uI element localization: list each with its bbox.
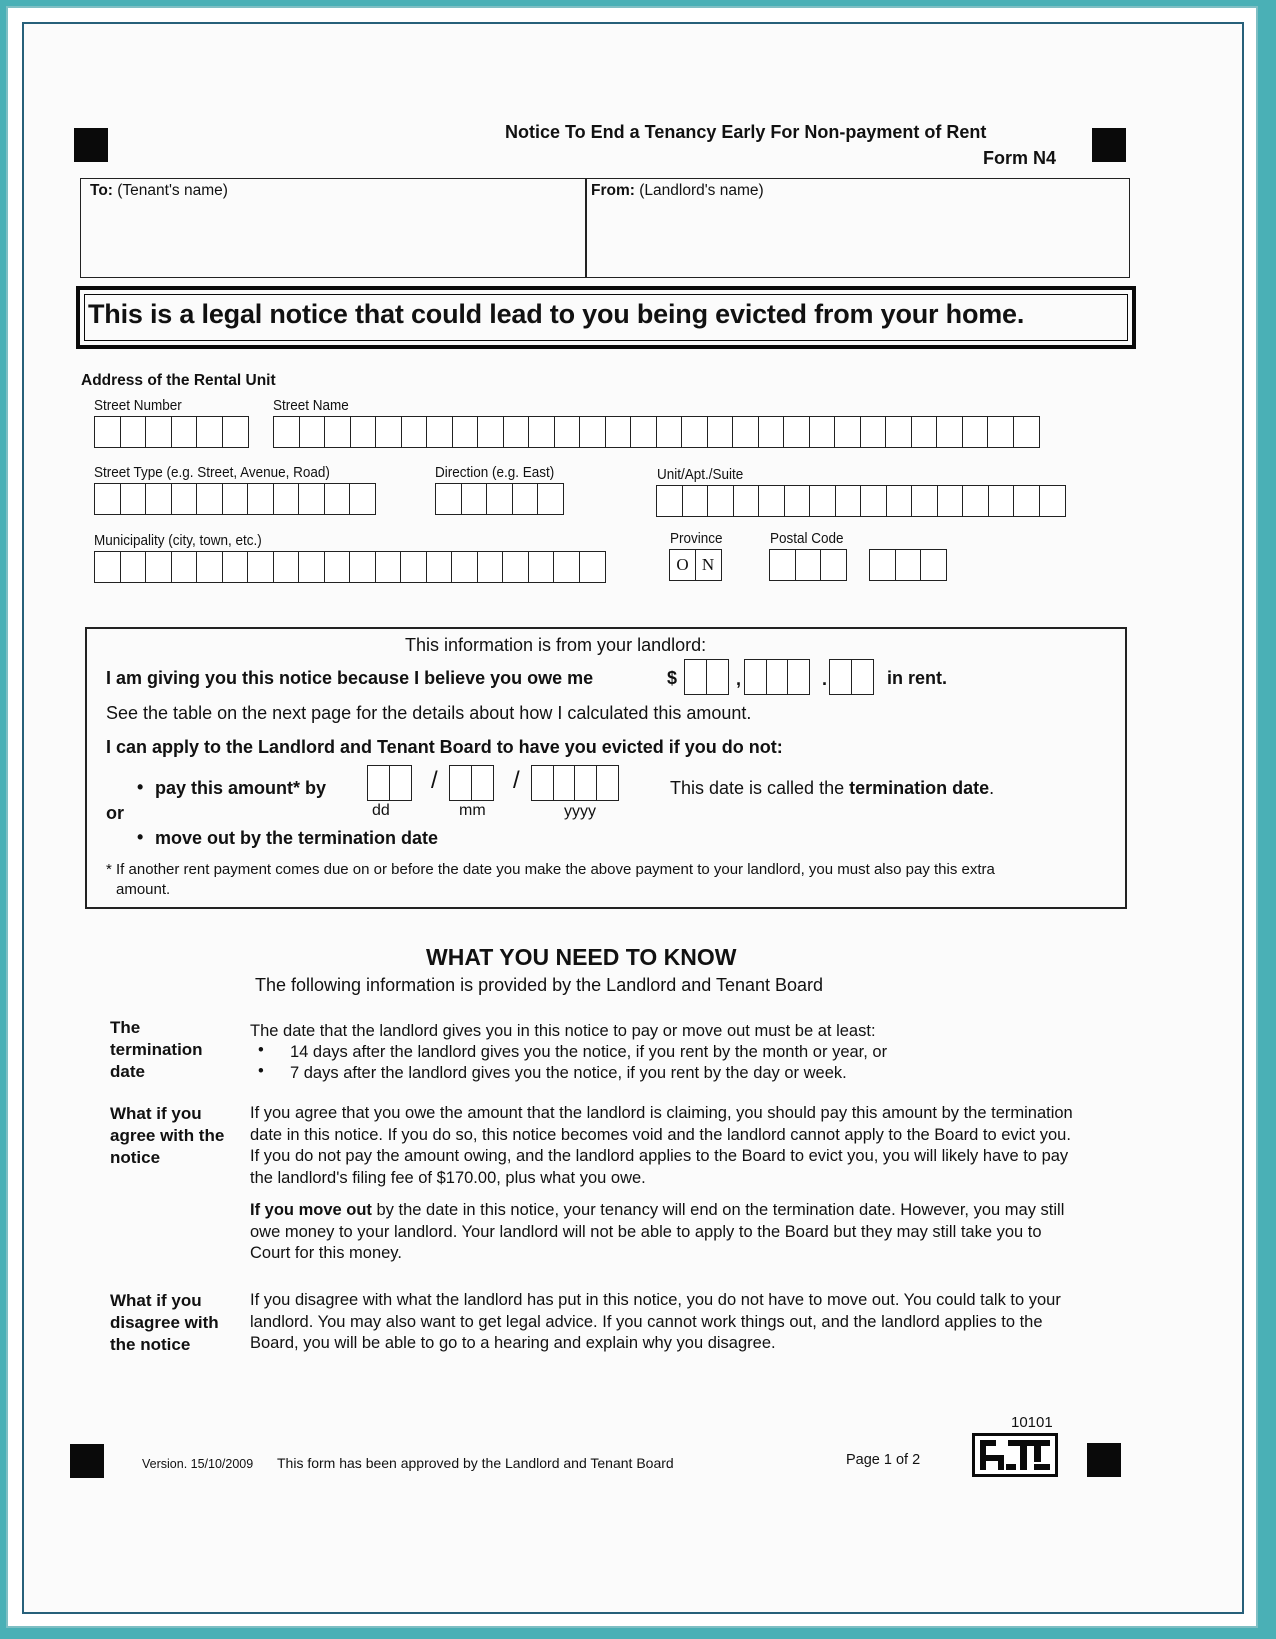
entry-cell[interactable] bbox=[744, 659, 767, 695]
entry-cell[interactable] bbox=[860, 485, 887, 517]
entry-cell[interactable] bbox=[145, 551, 172, 583]
tenant-name-field[interactable] bbox=[84, 204, 580, 274]
bullet-icon: • bbox=[258, 1062, 264, 1080]
entry-cell[interactable] bbox=[987, 416, 1014, 448]
heading-line: termination bbox=[110, 1040, 203, 1059]
heading-line: disagree with bbox=[110, 1313, 219, 1332]
entry-cell[interactable] bbox=[860, 416, 887, 448]
from-hint: (Landlord's name) bbox=[639, 182, 764, 199]
entry-cell[interactable] bbox=[120, 416, 147, 448]
agree-heading bbox=[110, 1103, 224, 1169]
entry-cell[interactable] bbox=[461, 483, 488, 515]
pay-year-boxes[interactable] bbox=[531, 765, 617, 801]
approved-text: This form has been approved by the Landlord and Tenant Board bbox=[277, 1455, 674, 1471]
page-number: Page 1 of 2 bbox=[846, 1452, 921, 1468]
entry-cell[interactable] bbox=[733, 485, 760, 517]
entry-cell[interactable] bbox=[298, 483, 325, 515]
bullet-icon: • bbox=[258, 1041, 264, 1059]
entry-cell[interactable] bbox=[367, 765, 390, 801]
entry-cell[interactable] bbox=[273, 551, 300, 583]
entry-cell[interactable] bbox=[820, 549, 847, 581]
entry-cell[interactable] bbox=[656, 485, 683, 517]
entry-cell[interactable] bbox=[554, 416, 581, 448]
entry-cell[interactable] bbox=[349, 483, 376, 515]
entry-cell[interactable] bbox=[477, 551, 504, 583]
know-title: WHAT YOU NEED TO KNOW bbox=[426, 944, 737, 970]
entry-cell[interactable] bbox=[400, 551, 427, 583]
agree-paragraph-2 bbox=[250, 1200, 1080, 1265]
entry-cell[interactable] bbox=[574, 765, 597, 801]
move-out-bold: If you move out bbox=[250, 1201, 372, 1219]
to-label-text: To: bbox=[90, 182, 113, 199]
entry-cell[interactable] bbox=[758, 485, 785, 517]
postal-code-boxes-1[interactable] bbox=[769, 549, 846, 581]
entry-cell[interactable] bbox=[988, 485, 1015, 517]
entry-cell[interactable] bbox=[222, 483, 249, 515]
entry-cell[interactable] bbox=[732, 416, 759, 448]
to-label bbox=[90, 182, 228, 200]
entry-cell[interactable] bbox=[1013, 485, 1040, 517]
termination-bold: termination date bbox=[849, 778, 990, 798]
municipality-label: Municipality (city, town, etc.) bbox=[94, 532, 262, 549]
entry-cell[interactable] bbox=[528, 416, 555, 448]
to-hint: (Tenant's name) bbox=[117, 182, 228, 199]
form-number: 10101 bbox=[1011, 1414, 1053, 1431]
entry-cell[interactable] bbox=[426, 416, 453, 448]
entry-cell[interactable] bbox=[962, 416, 989, 448]
entry-cell[interactable] bbox=[401, 416, 428, 448]
agree-paragraph-1: If you agree that you owe the amount that the landlord is claiming, you should pay this amount by the termination date in this notice. If you do so, this notice becomes void and the landlord cannot apply to the Board to evict you. If you do not pay the amount owing, and the landlord applies to the Board to evict you, you will likely have to pay the landlord's filing fee of $170.00, plus what you owe. bbox=[250, 1104, 1073, 1187]
yyyy-label: yyyy bbox=[564, 803, 596, 820]
bullet-pay: • bbox=[137, 777, 144, 797]
entry-cell[interactable] bbox=[145, 416, 172, 448]
entry-cell[interactable] bbox=[579, 416, 606, 448]
heading-line: notice bbox=[110, 1148, 161, 1167]
province-box-1: O bbox=[669, 549, 696, 581]
disagree-paragraph: If you disagree with what the landlord has put in this notice, you do not have to move out. You could talk to your landlord. You may also want to get legal advice. If you cannot work things out, and the landlord applies to the Board, you will be able to go to a hearing and explain why you disagree. bbox=[250, 1291, 1061, 1352]
heading-line: What if you bbox=[110, 1291, 202, 1310]
entry-cell[interactable] bbox=[222, 551, 249, 583]
entry-cell[interactable] bbox=[1039, 485, 1066, 517]
registration-mark-bottom-left bbox=[70, 1444, 104, 1478]
termination-period: . bbox=[989, 778, 995, 798]
entry-cell[interactable] bbox=[707, 416, 734, 448]
landlord-info-box bbox=[85, 627, 1127, 909]
or-text: or bbox=[106, 803, 124, 823]
banner-text: This is a legal notice that could lead to you being evicted from your home. bbox=[88, 299, 1025, 329]
entry-cell[interactable] bbox=[273, 416, 300, 448]
entry-cell[interactable] bbox=[596, 765, 619, 801]
entry-cell[interactable] bbox=[886, 485, 913, 517]
entry-cell[interactable] bbox=[605, 416, 632, 448]
entry-cell[interactable] bbox=[94, 416, 121, 448]
entry-cell[interactable] bbox=[869, 549, 896, 581]
owe-text: I am giving you this notice because I believe you owe me bbox=[106, 668, 594, 688]
entry-cell[interactable] bbox=[247, 551, 274, 583]
barcode-icon bbox=[972, 1433, 1058, 1477]
street-number-boxes[interactable] bbox=[94, 416, 247, 448]
entry-cell[interactable] bbox=[528, 551, 555, 583]
entry-cell[interactable] bbox=[834, 416, 861, 448]
footnote-line-2: amount. bbox=[116, 881, 171, 898]
entry-cell[interactable] bbox=[171, 416, 198, 448]
heading-line: The bbox=[110, 1018, 141, 1037]
entry-cell[interactable] bbox=[435, 483, 462, 515]
entry-cell[interactable] bbox=[324, 551, 351, 583]
street-type-label: Street Type (e.g. Street, Avenue, Road) bbox=[94, 464, 330, 481]
entry-cell[interactable] bbox=[94, 551, 121, 583]
address-section-title: Address of the Rental Unit bbox=[81, 372, 276, 389]
amount-dollars-thousands-boxes[interactable] bbox=[684, 659, 727, 695]
entry-cell[interactable] bbox=[783, 416, 810, 448]
termination-bullet-2: 7 days after the landlord gives you the notice, if you rent by the day or week. bbox=[290, 1064, 847, 1082]
entry-cell[interactable] bbox=[324, 483, 351, 515]
entry-cell[interactable] bbox=[171, 551, 198, 583]
entry-cell[interactable] bbox=[452, 416, 479, 448]
entry-cell[interactable] bbox=[936, 416, 963, 448]
entry-cell[interactable] bbox=[375, 551, 402, 583]
mm-label: mm bbox=[459, 802, 486, 819]
entry-cell[interactable] bbox=[911, 416, 938, 448]
footnote-line-1: * If another rent payment comes due on or before the date you make the above payment to your landlord, you must also pay this extra bbox=[106, 861, 995, 878]
amount-cents-boxes[interactable] bbox=[829, 659, 872, 695]
entry-cell[interactable] bbox=[809, 485, 836, 517]
amount-comma: , bbox=[736, 669, 742, 689]
entry-cell[interactable] bbox=[350, 416, 377, 448]
pay-month-boxes[interactable] bbox=[449, 765, 492, 801]
entry-cell[interactable] bbox=[681, 416, 708, 448]
street-number-label: Street Number bbox=[94, 397, 182, 414]
entry-cell[interactable] bbox=[707, 485, 734, 517]
entry-cell[interactable] bbox=[120, 551, 147, 583]
see-table-text: See the table on the next page for the details about how I calculated this amount. bbox=[106, 703, 752, 723]
unit-boxes[interactable] bbox=[656, 485, 1064, 517]
termination-pre: This date is called the bbox=[670, 778, 845, 798]
landlord-name-field[interactable] bbox=[590, 204, 1124, 274]
know-subtitle: The following information is provided by the Landlord and Tenant Board bbox=[255, 975, 824, 995]
entry-cell[interactable] bbox=[835, 485, 862, 517]
entry-cell[interactable] bbox=[426, 551, 453, 583]
can-apply-text: I can apply to the Landlord and Tenant Board to have you evicted if you do not: bbox=[106, 737, 783, 757]
entry-cell[interactable] bbox=[145, 483, 172, 515]
entry-cell[interactable] bbox=[885, 416, 912, 448]
entry-cell[interactable] bbox=[94, 483, 121, 515]
date-slash-2: / bbox=[513, 767, 520, 794]
entry-cell[interactable] bbox=[324, 416, 351, 448]
entry-cell[interactable] bbox=[553, 551, 580, 583]
entry-cell[interactable] bbox=[503, 416, 530, 448]
municipality-boxes[interactable] bbox=[94, 551, 604, 583]
street-name-boxes[interactable] bbox=[273, 416, 1038, 448]
entry-cell[interactable] bbox=[656, 416, 683, 448]
entry-cell[interactable] bbox=[299, 416, 326, 448]
entry-cell[interactable] bbox=[766, 659, 789, 695]
from-label-text: From: bbox=[591, 182, 635, 199]
registration-mark-top-right bbox=[1092, 128, 1126, 162]
parties-divider bbox=[585, 178, 587, 278]
entry-cell[interactable] bbox=[630, 416, 657, 448]
entry-cell[interactable] bbox=[471, 765, 494, 801]
street-type-boxes[interactable] bbox=[94, 483, 375, 515]
termination-date-text bbox=[670, 778, 994, 799]
postal-code-boxes-2[interactable] bbox=[869, 549, 946, 581]
entry-cell[interactable] bbox=[375, 416, 402, 448]
heading-line: agree with the bbox=[110, 1126, 225, 1145]
move-out-text: move out by the termination date bbox=[155, 828, 439, 848]
currency-sign: $ bbox=[667, 668, 678, 688]
termination-bullet-1: 14 days after the landlord gives you the notice, if you rent by the month or year, or bbox=[290, 1043, 888, 1061]
heading-line: the notice bbox=[110, 1335, 191, 1354]
document-page bbox=[22, 22, 1244, 1614]
entry-cell[interactable] bbox=[196, 416, 223, 448]
disagree-heading bbox=[110, 1290, 219, 1356]
direction-boxes[interactable] bbox=[435, 483, 563, 515]
entry-cell[interactable] bbox=[769, 549, 796, 581]
move-out-rest: by the date in this notice, your tenancy will end on the termination date. However, you may still owe money to your landlord. Your landlord will not be able to apply to the Board but they may still take you to Court for this money. bbox=[250, 1201, 1065, 1262]
heading-line: What if you bbox=[110, 1104, 202, 1123]
entry-cell[interactable] bbox=[579, 551, 606, 583]
termination-date-heading bbox=[110, 1017, 203, 1083]
entry-cell[interactable] bbox=[784, 485, 811, 517]
province-boxes bbox=[669, 549, 720, 581]
unit-label: Unit/Apt./Suite bbox=[657, 466, 744, 483]
entry-cell[interactable] bbox=[196, 551, 223, 583]
province-label: Province bbox=[670, 530, 723, 547]
entry-cell[interactable] bbox=[795, 549, 822, 581]
entry-cell[interactable] bbox=[502, 551, 529, 583]
entry-cell[interactable] bbox=[911, 485, 938, 517]
entry-cell[interactable] bbox=[449, 765, 472, 801]
in-rent-text: in rent. bbox=[887, 668, 948, 688]
landlord-info-intro: This information is from your landlord: bbox=[405, 635, 707, 655]
postal-code-label: Postal Code bbox=[770, 530, 844, 547]
form-id: Form N4 bbox=[983, 148, 1057, 168]
amount-dollars-boxes[interactable] bbox=[744, 659, 809, 695]
entry-cell[interactable] bbox=[553, 765, 576, 801]
entry-cell[interactable] bbox=[787, 659, 810, 695]
from-label bbox=[591, 182, 764, 200]
entry-cell[interactable] bbox=[962, 485, 989, 517]
entry-cell[interactable] bbox=[486, 483, 513, 515]
entry-cell[interactable] bbox=[247, 483, 274, 515]
entry-cell[interactable] bbox=[851, 659, 874, 695]
entry-cell[interactable] bbox=[1013, 416, 1040, 448]
dd-label: dd bbox=[372, 802, 390, 819]
entry-cell[interactable] bbox=[758, 416, 785, 448]
termination-intro: The date that the landlord gives you in this notice to pay or move out must be at least: bbox=[250, 1022, 876, 1040]
entry-cell[interactable] bbox=[809, 416, 836, 448]
amount-dot: . bbox=[822, 669, 828, 689]
direction-label: Direction (e.g. East) bbox=[435, 464, 555, 481]
entry-cell[interactable] bbox=[531, 765, 554, 801]
bullet-move-out: • bbox=[137, 827, 144, 847]
entry-cell[interactable] bbox=[451, 551, 478, 583]
pay-by-text: pay this amount* by bbox=[155, 778, 327, 798]
entry-cell[interactable] bbox=[120, 483, 147, 515]
entry-cell[interactable] bbox=[171, 483, 198, 515]
entry-cell[interactable] bbox=[937, 485, 964, 517]
entry-cell[interactable] bbox=[273, 483, 300, 515]
entry-cell[interactable] bbox=[222, 416, 249, 448]
entry-cell[interactable] bbox=[829, 659, 852, 695]
heading-line: date bbox=[110, 1062, 145, 1081]
entry-cell[interactable] bbox=[682, 485, 709, 517]
entry-cell[interactable] bbox=[298, 551, 325, 583]
registration-mark-bottom-right bbox=[1087, 1443, 1121, 1477]
page-background bbox=[6, 6, 1258, 1628]
entry-cell[interactable] bbox=[349, 551, 376, 583]
entry-cell[interactable] bbox=[537, 483, 564, 515]
date-slash-1: / bbox=[431, 767, 438, 794]
entry-cell[interactable] bbox=[389, 765, 412, 801]
entry-cell[interactable] bbox=[895, 549, 922, 581]
pay-day-boxes[interactable] bbox=[367, 765, 410, 801]
entry-cell[interactable] bbox=[684, 659, 707, 695]
form-title: Notice To End a Tenancy Early For Non-payment of Rent bbox=[505, 122, 987, 142]
entry-cell[interactable] bbox=[477, 416, 504, 448]
street-name-label: Street Name bbox=[273, 397, 349, 414]
entry-cell[interactable] bbox=[512, 483, 539, 515]
entry-cell[interactable] bbox=[706, 659, 729, 695]
legal-notice-banner bbox=[76, 286, 1136, 349]
registration-mark-top-left bbox=[74, 128, 108, 162]
entry-cell[interactable] bbox=[196, 483, 223, 515]
version-text: Version. 15/10/2009 bbox=[142, 1457, 254, 1471]
province-box-2: N bbox=[695, 549, 722, 581]
entry-cell[interactable] bbox=[920, 549, 947, 581]
